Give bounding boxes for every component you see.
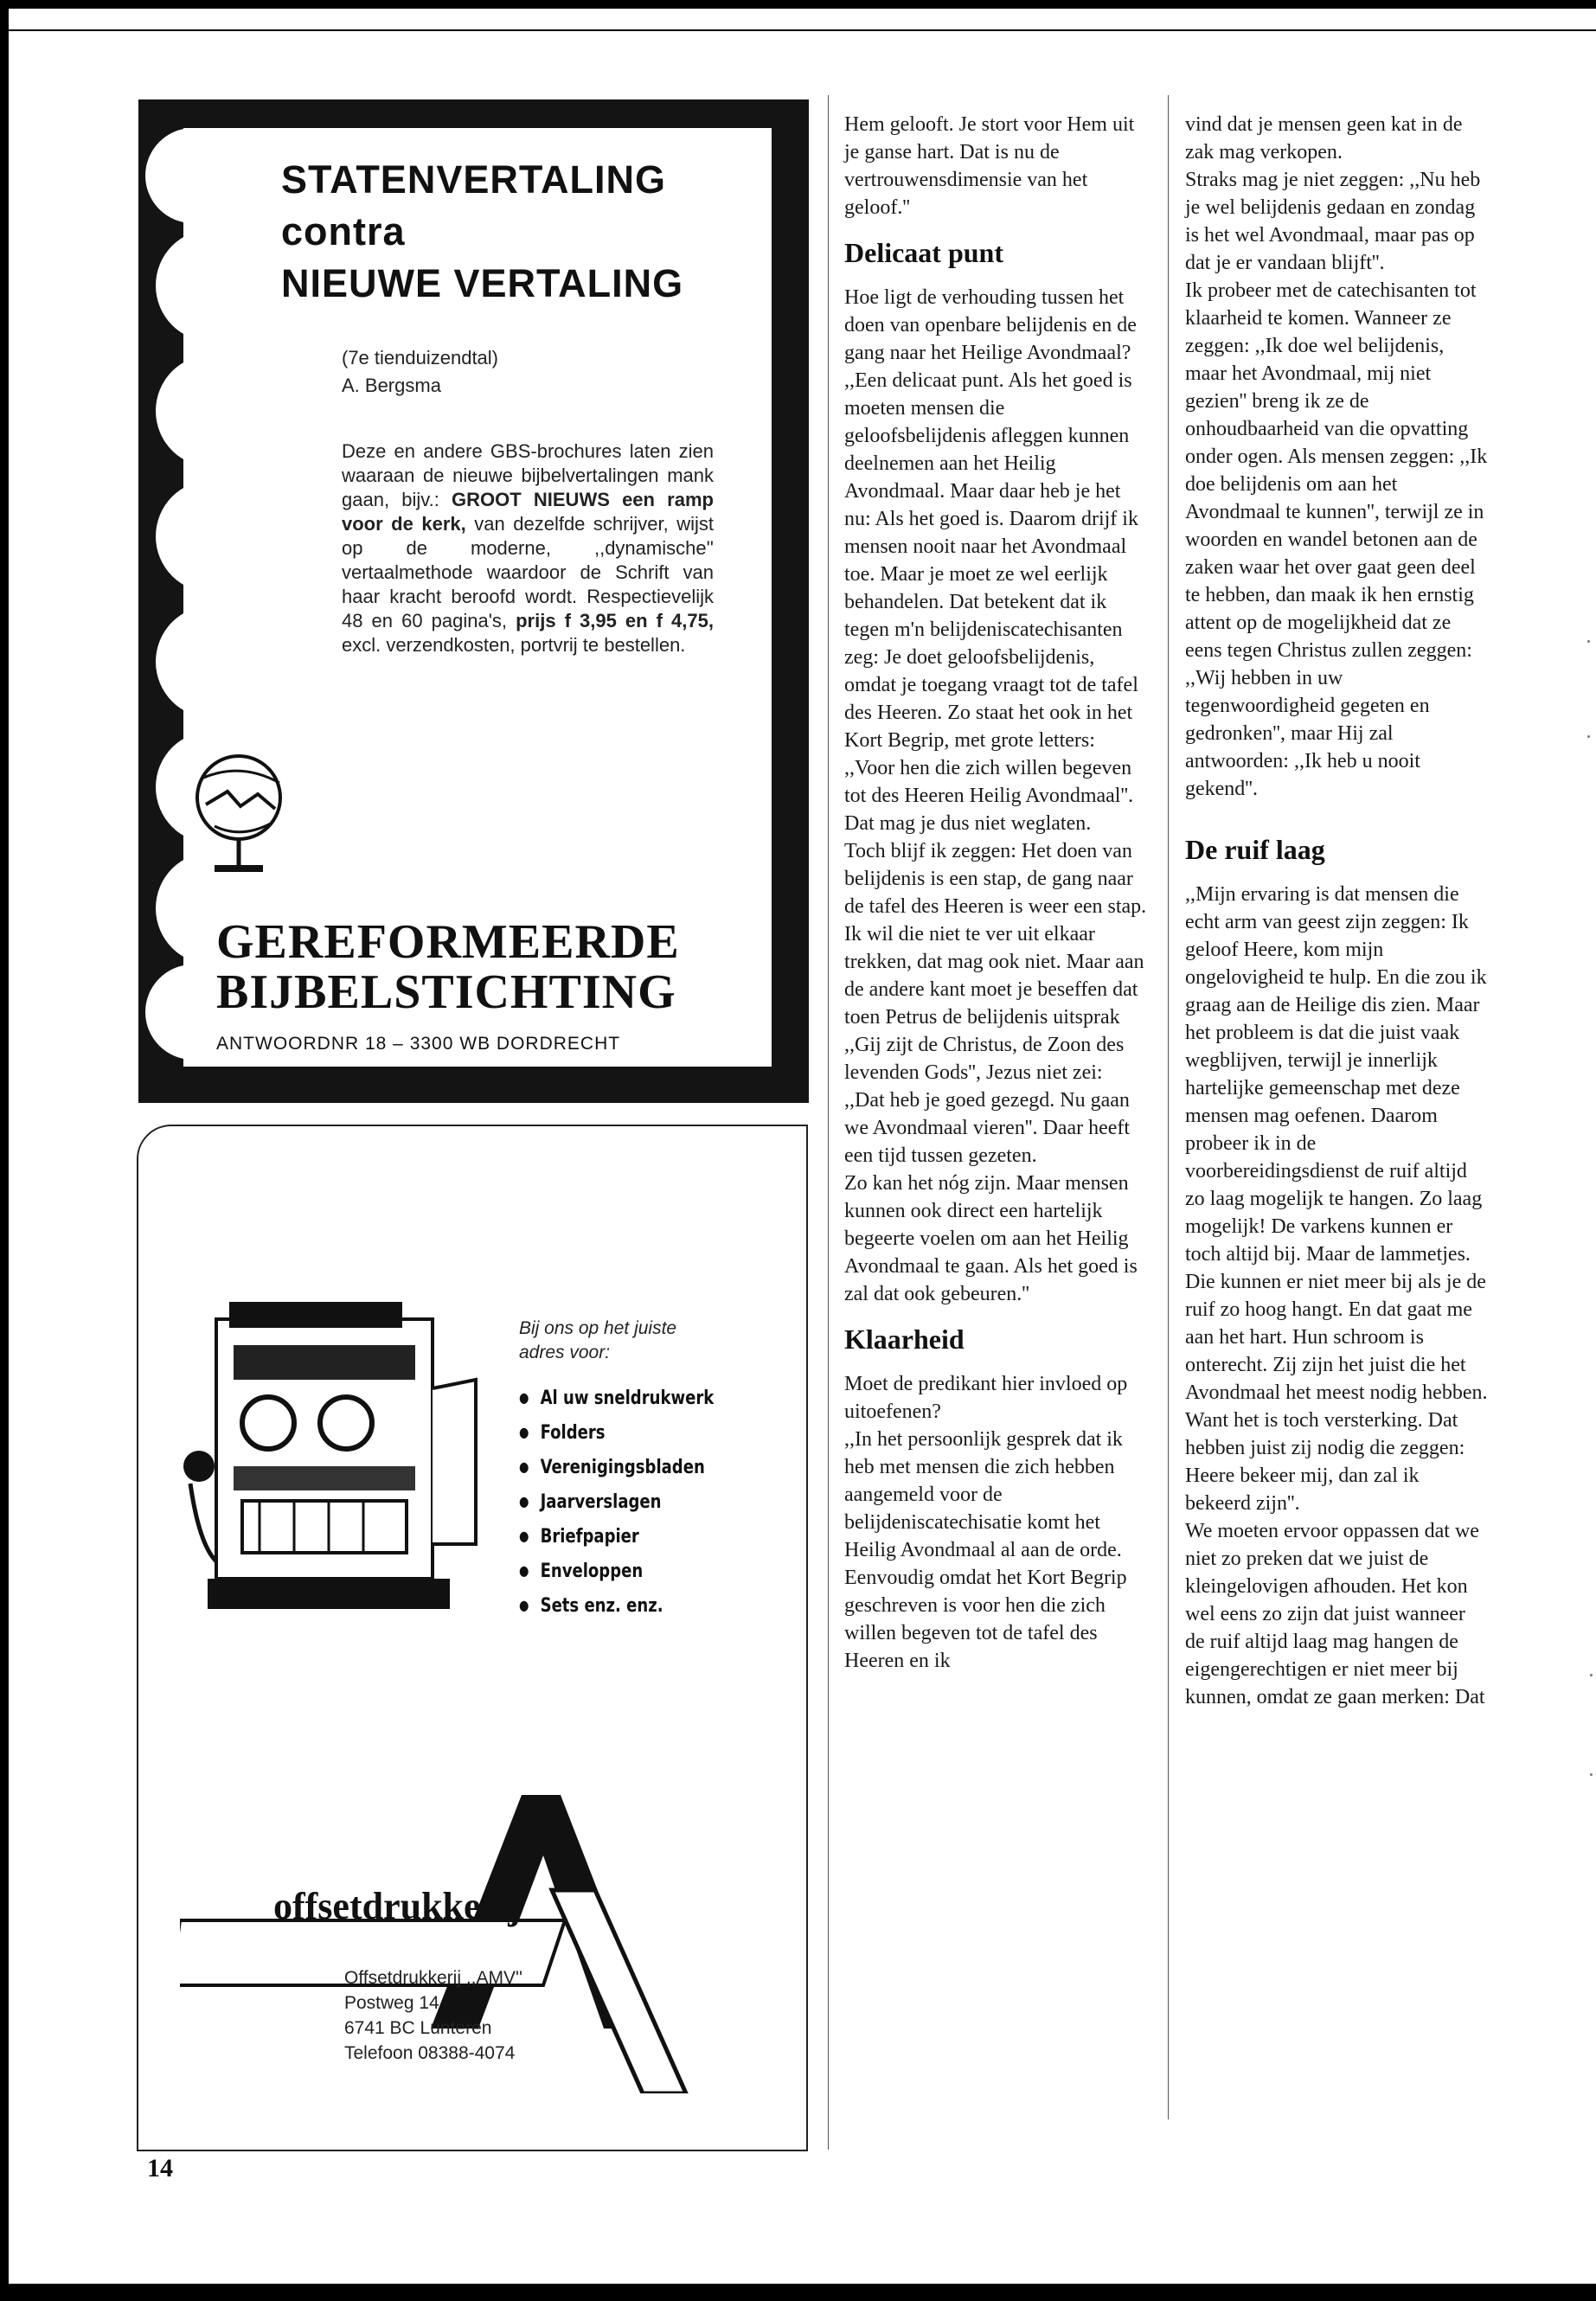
price-label: prijs f 3,95 en f 4,75, bbox=[516, 610, 714, 631]
paragraph: Moet de predikant hier invloed op uitoefenen? bbox=[844, 1373, 1128, 1423]
paragraph: ,,In het persoonlijk gesprek dat ik heb met mensen die zich hebben aangemeld voor de belijdeniscatechisatie komt het Heilig Avondmaal al aan de orde. Eenvoudig omdat het Kort Begrip geschreven is voor hen die zich willen begeven tot de tafel des Heeren en ik bbox=[844, 1428, 1127, 1672]
gbs-ad-title: STATENVERTALING contra NIEUWE VERTALING bbox=[281, 157, 684, 305]
service-item: ● Briefpapier bbox=[519, 1519, 732, 1554]
service-item: ● Enveloppen bbox=[519, 1554, 732, 1588]
author-label: A. Bergsma bbox=[342, 375, 441, 396]
paragraph: Ik probeer met de catechisanten tot klaarheid te komen. Wanneer ze zeggen: ,,Ik doe wel belijdenis, maar het Avondmaal, mij niet gezien'' breng ik ze de onhoudbaarheid van die opvatting onder ogen. Als mensen zeggen: ,,Ik doe belijdenis om aan het Avondmaal te kunnen'', terwijl ze in woorden en wandel betonen aan de zaken waar het over gaat geen deel te hebben, dan maak ik hen ernstig attent op de mogelijkheid dat ze eens tegen Christus zullen zeggen: ,,Wij hebben in uw tegenwoordigheid gegeten en gedronken'', maar Hij zal antwoorden: ,,Ik heb u nooit gekend''. bbox=[1185, 279, 1488, 800]
section-heading: De ruif laag bbox=[1185, 834, 1325, 865]
page-number: 14 bbox=[147, 2154, 173, 2182]
paragraph: We moeten ervoor oppassen dat we niet zo preken dat we juist de kleingelovigen afhouden. Het kon wel eens zo zijn dat juist wanneer de ruif altijd laag mag hangen de eigengerechtigen er niet meer bij kunnen, omdat ze gaan merken: Dat bbox=[1185, 1520, 1485, 1708]
scallop bbox=[145, 128, 240, 223]
offset-contact: Offsetdrukkerij ,,AMV'' Postweg 14 6741 BC Lunteren Telefoon 08388-4074 bbox=[344, 1968, 523, 2063]
article-column-2 bbox=[1185, 111, 1488, 1711]
offset-logo-text: offsetdrukkerij bbox=[273, 1885, 521, 1927]
paragraph: Zo kan het nóg zijn. Maar mensen kunnen ook direct een hartelijk begeerte voelen om aan het Heilig Avondmaal te gaan. Als het goed is zal dat ook gebeuren.'' bbox=[844, 1172, 1138, 1305]
globe-logo-icon bbox=[189, 744, 292, 882]
offset-intro: Bij ons op het juiste adres voor: bbox=[519, 1318, 677, 1362]
paragraph: ,,Een delicaat punt. Als het goed is moeten mensen die geloofsbelijdenis afleggen kunnen deelnemen aan het Heilig Avondmaal. Maar daar heb je het nu: Als het goed is. Daarom drijf ik mensen nooit naar het Avondmaal toe. Maar je moet ze wel eerlijk behandelen. Dat betekent dat ik tegen m'n belijdeniscatechisanten zeg: Je doet geloofsbelijdenis, omdat je toegang vraagt tot de tafel des Heeren. Zo staat het ook in het Kort Begrip, met grote letters: ,,Voor hen die zich willen begeven tot des Heeren Heilig Avondmaal''. Dat mag je dus niet weglaten. bbox=[844, 369, 1138, 835]
scan-speck bbox=[1590, 1773, 1593, 1776]
paragraph: Hoe ligt de verhouding tussen het doen van openbare belijdenis en de gang naar het Heilige Avondmaal? bbox=[844, 286, 1137, 364]
service-item: ● Jaarverslagen bbox=[519, 1484, 732, 1519]
paragraph: ,,Mijn ervaring is dat mensen die echt arm van geest zijn zeggen: Ik geloof Heere, kom mijn ongelovigheid te hulp. En die zou ik graag aan de Heilige dis zien. Maar het probleem is dat die juist vaak wegblijven, terwijl je innerlijk hartelijke gemeenschap met deze mensen mag oefenen. Daarom probeer ik in de voorbereidingsdienst de ruif altijd zo laag mogelijk te hangen. Zo laag mogelijk! De varkens kunnen er toch altijd bij. Maar de lammetjes. Die kunnen er niet meer bij als je de ruif zo hoog hangt. En dat gaat me aan het hart. Hun schroom is onterecht. Zij zijn het juist die het Avondmaal het meest nodig hebben. Want het is toch versterking. Dat hebben juist zij nodig die zeggen: Heere bekeer mij, dan zal ik bekeerd zijn''. bbox=[1185, 883, 1488, 1515]
column-divider bbox=[1168, 95, 1169, 2119]
services-list bbox=[519, 1381, 732, 1623]
service-item: ● Verenigingsbladen bbox=[519, 1450, 732, 1484]
gbs-ad-body: Deze en andere GBS-brochures laten zien waaraan de nieuwe bijbelvertalingen mank gaan, bijv.: GROOT NIEUWS een ramp voor de kerk, van dezelfde schrijver, wijst op de moderne, ,,dynamische'' vertaalmethode waardoor de Schrift van haar kracht beroofd wordt. Respectievelijk 48 en 60 pagina's, prijs f 3,95 en f 4,75, excl. verzendkosten, portvrij te bestellen. bbox=[342, 440, 715, 656]
column-divider bbox=[828, 95, 829, 2150]
gbs-org-name: GEREFORMEERDE BIJBELSTICHTING bbox=[216, 915, 680, 1019]
service-item: ● Al uw sneldrukwerk bbox=[519, 1381, 732, 1415]
scan-speck bbox=[1587, 735, 1590, 738]
section-heading: Klaarheid bbox=[844, 1324, 965, 1355]
scan-speck bbox=[1590, 1674, 1593, 1676]
scallop bbox=[156, 229, 268, 342]
scallop bbox=[156, 355, 268, 467]
scallop bbox=[156, 606, 268, 718]
edition-label: (7e tienduizendtal) bbox=[342, 347, 499, 369]
paragraph: vind dat je mensen geen kat in de zak mag verkopen. bbox=[1185, 113, 1463, 163]
section-heading: Delicaat punt bbox=[844, 237, 1003, 268]
service-item: ● Sets enz. enz. bbox=[519, 1588, 732, 1623]
gbs-ad-subtitle bbox=[342, 344, 722, 400]
gbs-address: ANTWOORDNR 18 – 3300 WB DORDRECHT bbox=[216, 1034, 621, 1054]
printing-press-illustration bbox=[182, 1285, 489, 1626]
left-border bbox=[0, 0, 9, 2301]
highlight-title: GROOT NIEUWS een ramp voor de kerk, bbox=[342, 489, 714, 535]
paragraph: Straks mag je niet zeggen: ,,Nu heb je wel belijdenis gedaan en zondag is het wel Avondmaal, maar pas op dat je er vandaan blijft''. bbox=[1185, 169, 1481, 274]
scallop bbox=[156, 480, 268, 593]
scan-speck bbox=[1587, 640, 1590, 643]
article-column-1 bbox=[844, 111, 1147, 1675]
bottom-border bbox=[0, 2284, 1596, 2301]
paragraph: Toch blijf ik zeggen: Het doen van belijdenis is een stap, de gang naar de tafel des Heeren is weer een stap. Ik wil die niet te ver uit elkaar trekken, dat mag ook niet. Maar aan de andere kant moet je beseffen dat toen Petrus de belijdenis uitsprak ,,Gij zijt de Christus, de Zoon des levenden Gods'', Jezus niet zei: ,,Dat heb je goed gezegd. Nu gaan we Avondmaal vieren''. Daar heeft een tijd tussen gezeten. bbox=[844, 840, 1147, 1167]
service-item: ● Folders bbox=[519, 1415, 732, 1450]
top-thin-rule bbox=[9, 29, 1596, 31]
top-border bbox=[0, 0, 1596, 9]
paragraph: Hem gelooft. Je stort voor Hem uit je ganse hart. Dat is nu de vertrouwensdimensie van het geloof.'' bbox=[844, 113, 1135, 219]
